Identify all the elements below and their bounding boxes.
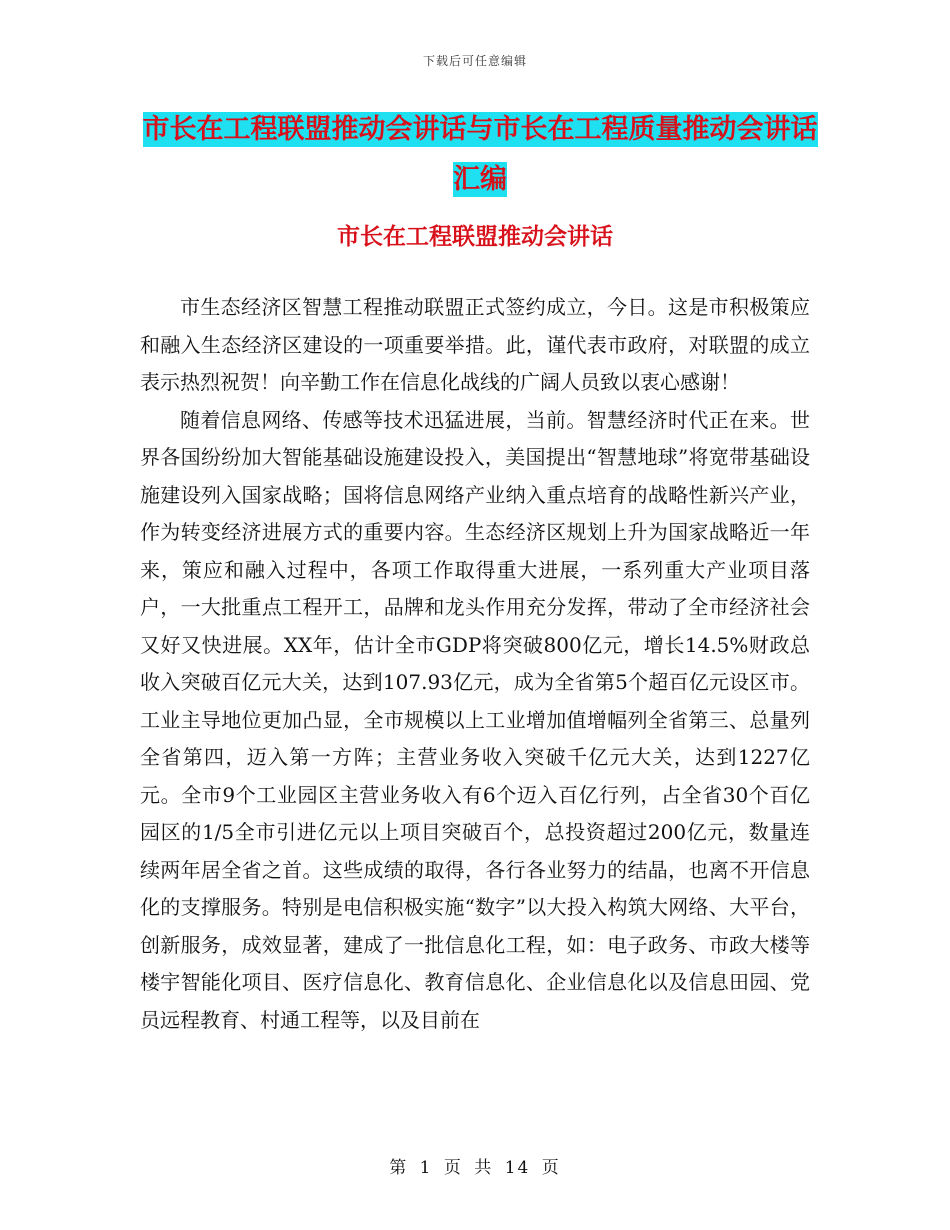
paragraph-2: 随着信息网络、传感等技术迅猛进展，当前。智慧经济时代正在来。世界各国纷纷加大智能基础设施建设投入，美国提出“智慧地球”将宽带基础设施建设列入国家战略；国将信息网络产业纳入重点培育的战略性新兴产业，作为转变经济进展方式的重要内容。生态经济区规划上升为国家战略近一年来，策应和融入过程中，各项工作取得重大进展，一系列重大产业项目落户，一大批重点工程开工，品牌和龙头作用充分发挥，带动了全市经济社会又好又快进展。XX年，估计全市GDP将突破800亿元，增长14.5%财政总收入突破百亿元大关，达到107.93亿元，成为全省第5个超百亿元设区市。工业主导地位更加凸显，全市规模以上工业增加值增幅列全省第三、总量列全省第四，迈入第一方阵；主营业务收入突破千亿元大关，达到1227亿元。全市9个工业园区主营业务收入有6个迈入百亿行列，占全省30个百亿园区的1/5全市引进亿元以上项目突破百个，总投资超过200亿元，数量连续两年居全省之首。这些成绩的取得，各行各业努力的结晶，也离不开信息化的支撑服务。特别是电信积极实施“数字”以大投入构筑大网络、大平台，创新服务，成效显著，建成了一批信息化工程，如：电子政务、市政大楼等楼宇智能化项目、医疗信息化、教育信息化、企业信息化以及信息田园、党员远程教育、村通工程等，以及目前在 (140, 407, 810, 1032)
paragraph-1: 市生态经济区智慧工程推动联盟正式签约成立，今日。这是市积极策应和融入生态经济区建设的一项重要举措。此，谨代表市政府，对联盟的成立表示热烈祝贺！向辛勤工作在信息化战线的广阔人员致以衷心感谢！ (140, 295, 810, 394)
document-title (140, 105, 820, 205)
header-note: 下载后可任意编辑 (422, 54, 527, 68)
section-title: 市长在工程联盟推动会讲话 (337, 223, 613, 250)
document-title-text: 市长在工程联盟推动会讲话与市长在工程质量推动会讲话汇编 (142, 114, 818, 195)
document-body (140, 289, 810, 1039)
page-number-footer: 第 1 页 共 14 页 (389, 1158, 561, 1178)
